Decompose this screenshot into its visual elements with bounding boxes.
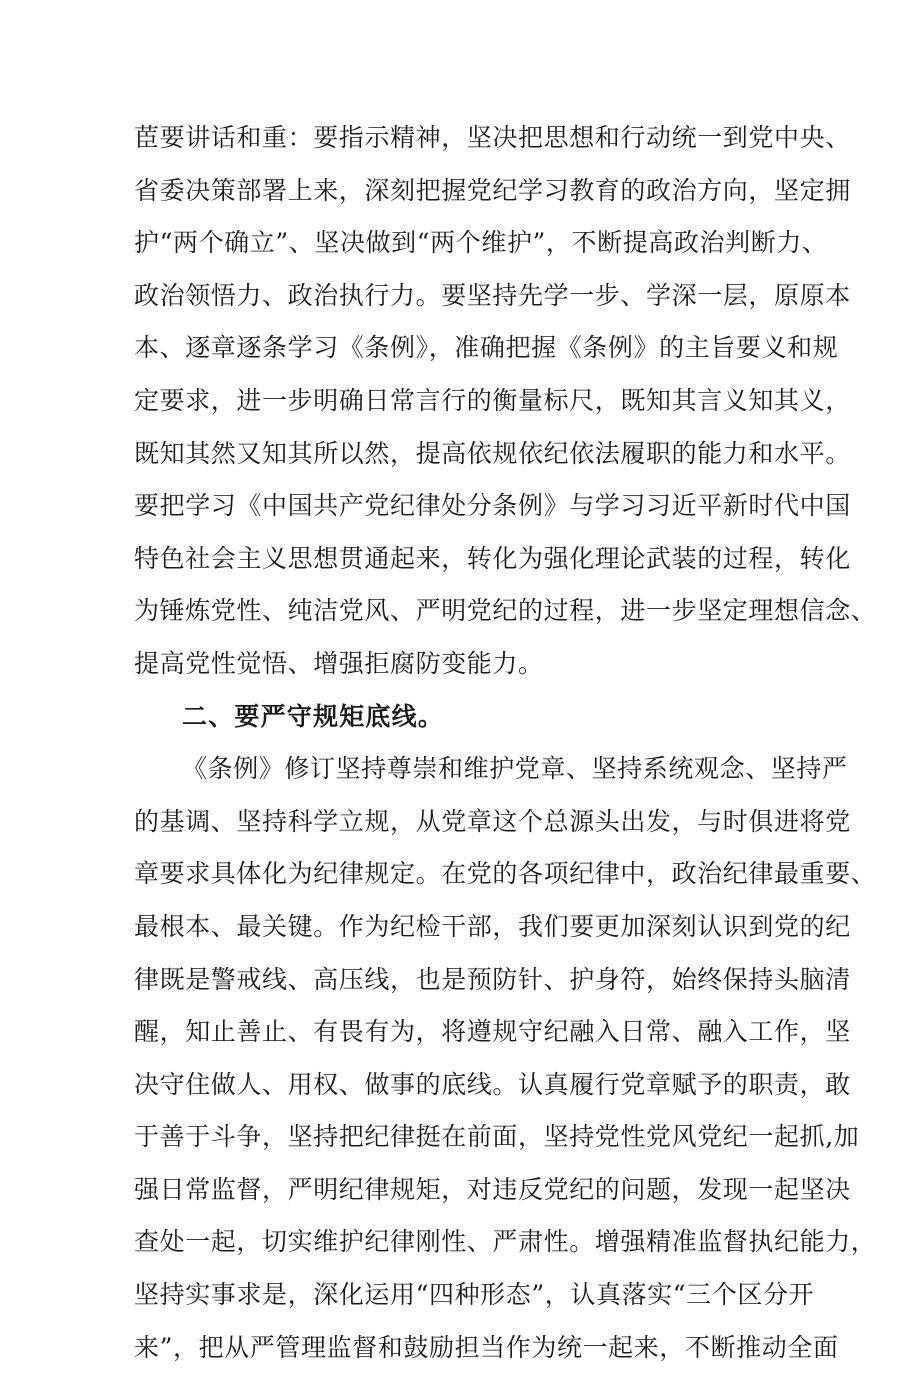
text-line: 要把学习《中国共产党纪律处分条例》与学习习近平新时代中国 — [134, 491, 851, 521]
text-line: 律既是警戒线、高压线，也是预防针、护身符，始终保持头脑清 — [134, 964, 851, 994]
text-line: 决守住做人、用权、做事的底线。认真履行党章赋予的职责，敢 — [134, 1069, 851, 1099]
text-line: 护“两个确立”、坚决做到“两个维护”，不断提高政治判断力、 — [134, 228, 828, 258]
text-line: 最根本、最关键。作为纪检干部，我们要更加深刻认识到党的纪 — [134, 911, 851, 941]
text-line: 既知其然又知其所以然，提高依规依纪依法履职的能力和水平。 — [134, 438, 851, 468]
text-line: 来”，把从严管理监督和鼓励担当作为统一起来，不断推动全面 — [134, 1332, 839, 1362]
text-line: 坚持实事求是，深化运用“四种形态”，认真落实“三个区分开 — [134, 1280, 815, 1310]
text-line: 政治领悟力、政治执行力。要坚持先学一步、学深一层，原原本 — [134, 280, 851, 310]
text-line: 的基调、坚持科学立规，从党章这个总源头出发，与时俱进将党 — [134, 806, 851, 836]
text-line: 章要求具体化为纪律规定。在党的各项纪律中，政治纪律最重要、 — [134, 859, 877, 889]
text-line: 强日常监督，严明纪律规矩，对违反党纪的问题，发现一起坚决 — [134, 1174, 851, 1204]
text-line: 醒，知止善止、有畏有为，将遵规守纪融入日常、融入工作，坚 — [134, 1017, 851, 1047]
text-line: 本、逐章逐条学习《条例》，准确把握《条例》的主旨要义和规 — [134, 333, 839, 363]
text-line: 特色社会主义思想贯通起来，转化为强化理论武装的过程，转化 — [134, 543, 851, 573]
text-line: 省委决策部署上来，深刻把握党纪学习教育的政治方向，坚定拥 — [134, 175, 851, 205]
document-body — [134, 112, 877, 1374]
text-line: 查处一起，切实维护纪律刚性、严肃性。增强精准监督执纪能力， — [134, 1227, 877, 1257]
text-line: 定要求，进一步明确日常言行的衡量标尺，既知其言义知其义， — [134, 385, 851, 415]
text-line: 于善于斗争，坚持把纪律挺在前面，坚持党性党风党纪一起抓,加 — [134, 1122, 860, 1152]
text-line: 为锤炼党性、纯洁党风、严明党纪的过程，进一步坚定理想信念、 — [134, 596, 877, 626]
text-line: 提高党性觉悟、增强拒腐防变能力。 — [134, 648, 544, 678]
text-line: 茞要讲话和重：要指示精神，坚决把思想和行动统一到党中央、 — [134, 123, 851, 152]
section-heading: 二、要严守规矩底线。 — [182, 701, 445, 731]
paragraph-first-line: 《条例》修订坚持尊崇和维护党章、坚持系统观念、坚持严 — [182, 754, 848, 784]
